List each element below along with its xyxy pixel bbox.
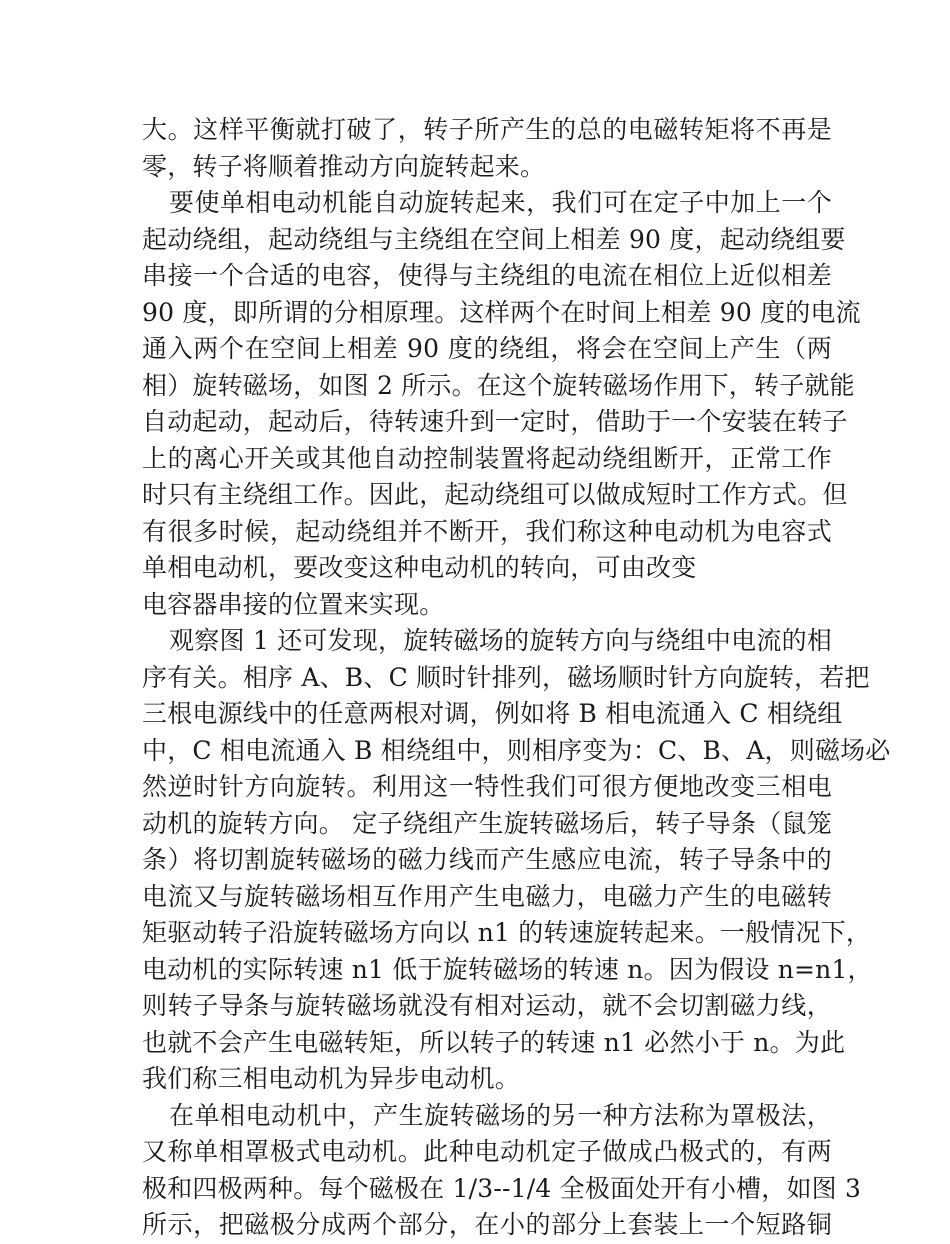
text-line: 三根电源线中的任意两根对调，例如将 B 相电流通入 C 相绕组 <box>142 699 843 728</box>
text-line: 又称单相罩极式电动机。此种电动机定子做成凸极式的，有两 <box>142 1137 832 1166</box>
text-line: 则转子导条与旋转磁场就没有相对运动，就不会切割磁力线， <box>142 991 832 1020</box>
text-line: 电动机的实际转速 n1 低于旋转磁场的转速 n。因为假设 n=n1， <box>142 954 873 984</box>
text-line: 动机的旋转方向。 定子绕组产生旋转磁场后，转子导条（鼠笼 <box>142 808 832 838</box>
text-line: 相）旋转磁场，如图 2 所示。在这个旋转磁场作用下，转子就能 <box>142 370 855 400</box>
text-line: 也就不会产生电磁转矩，所以转子的转速 n1 必然小于 n。为此 <box>142 1027 846 1057</box>
text-line: 电流又与旋转磁场相互作用产生电磁力，电磁力产生的电磁转 <box>142 881 832 911</box>
text-line: 起动绕组，起动绕组与主绕组在空间上相差 90 度，起动绕组要 <box>142 224 846 254</box>
text-line: 要使单相电动机能自动旋转起来，我们可在定子中加上一个 <box>169 188 832 217</box>
text-line: 90 度，即所谓的分相原理。这样两个在时间上相差 90 度的电流 <box>142 297 861 327</box>
text-line: 观察图 1 还可发现，旋转磁场的旋转方向与绕组中电流的相 <box>169 626 832 655</box>
text-line: 有很多时候，起动绕组并不断开，我们称这种电动机为电容式 <box>142 516 832 546</box>
text-line: 我们称三相电动机为异步电动机。 <box>142 1064 521 1093</box>
text-line: 然逆时针方向旋转。利用这一特性我们可很方便地改变三相电 <box>142 772 832 801</box>
text-line: 大。这样平衡就打破了，转子所产生的总的电磁转矩将不再是 <box>142 115 832 144</box>
body-text <box>142 112 891 1244</box>
text-line: 所示，把磁极分成两个部分，在小的部分上套装上一个短路铜 <box>142 1210 832 1239</box>
text-line: 零，转子将顺着推动方向旋转起来。 <box>142 151 546 181</box>
text-line: 矩驱动转子沿旋转磁场方向以 n1 的转速旋转起来。一般情况下， <box>142 918 872 947</box>
text-line: 串接一个合适的电容，使得与主绕组的电流在相位上近似相差 <box>142 261 832 290</box>
text-line: 通入两个在空间上相差 90 度的绕组，将会在空间上产生（两 <box>142 334 832 363</box>
text-line: 极和四极两种。每个磁极在 1/3--1/4 全极面处开有小槽，如图 3 <box>142 1173 862 1203</box>
text-line: 单相电动机，要改变这种电动机的转向，可由改变 <box>142 553 697 582</box>
text-line: 自动起动，起动后，待转速升到一定时，借助于一个安装在转子 <box>142 407 848 436</box>
text-line: 中，C 相电流通入 B 相绕组中，则相序变为：C、B、A，则磁场必 <box>142 735 891 765</box>
text-line: 时只有主绕组工作。因此，起动绕组可以做成短时工作方式。但 <box>142 480 848 509</box>
text-line: 在单相电动机中，产生旋转磁场的另一种方法称为罩极法， <box>169 1100 832 1130</box>
text-line: 电容器串接的位置来实现。 <box>142 589 445 619</box>
text-line: 条）将切割旋转磁场的磁力线而产生感应电流，转子导条中的 <box>142 845 832 874</box>
text-line: 上的离心开关或其他自动控制装置将起动绕组断开，正常工作 <box>142 443 832 473</box>
text-line: 序有关。相序 A、B、C 顺时针排列，磁场顺时针方向旋转，若把 <box>142 662 870 692</box>
